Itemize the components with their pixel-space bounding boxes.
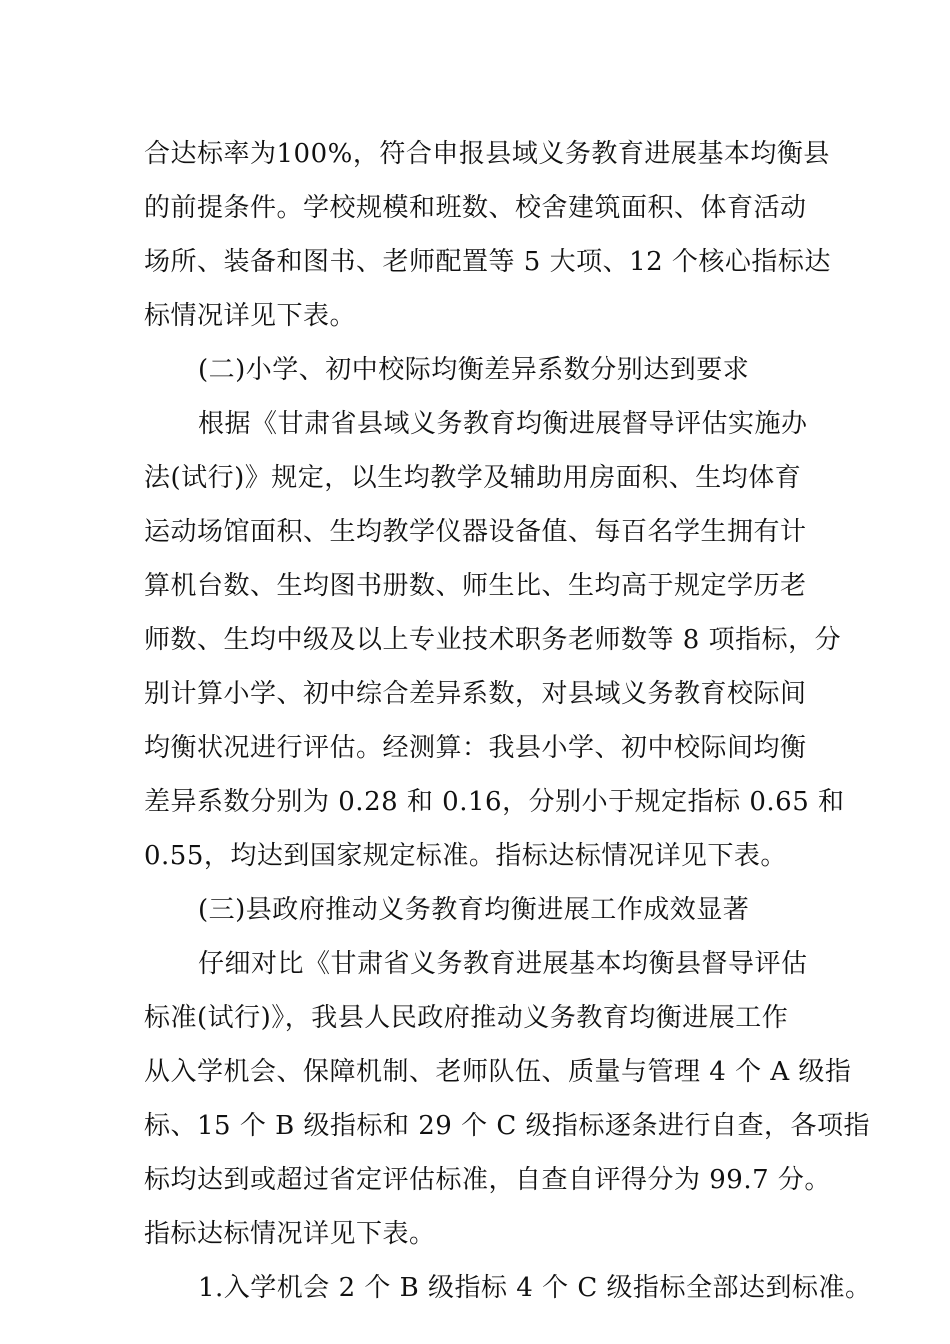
paragraph-line: 标、15 个 B 级指标和 29 个 C 级指标逐条进行自查，各项指 bbox=[144, 1111, 871, 1141]
paragraph-line: 法(试行)》规定，以生均教学及辅助用房面积、生均体育 bbox=[144, 463, 802, 493]
paragraph-line: 标准(试行)》，我县人民政府推动义务教育均衡进展工作 bbox=[144, 1003, 789, 1033]
paragraph-line: 师数、生均中级及以上专业技术职务老师数等 8 项指标，分 bbox=[144, 625, 842, 655]
list-item-enrollment: 1.入学机会 2 个 B 级指标 4 个 C 级指标全部达到标准。 bbox=[198, 1273, 872, 1303]
paragraph-line: 标情况详见下表。 bbox=[144, 301, 357, 331]
paragraph-line: 差异系数分别为 0.28 和 0.16，分别小于规定指标 0.65 和 bbox=[144, 787, 845, 817]
paragraph-line: 0.55，均达到国家规定标准。指标达标情况详见下表。 bbox=[144, 841, 787, 871]
paragraph-line: 运动场馆面积、生均教学仪器设备值、每百名学生拥有计 bbox=[144, 517, 807, 547]
paragraph-line: 场所、装备和图书、老师配置等 5 大项、12 个核心指标达 bbox=[144, 247, 831, 277]
paragraph-line: 算机台数、生均图书册数、师生比、生均高于规定学历老 bbox=[144, 571, 807, 601]
paragraph-line: 从入学机会、保障机制、老师队伍、质量与管理 4 个 A 级指 bbox=[144, 1057, 852, 1087]
paragraph-line: 根据《甘肃省县域义务教育均衡进展督导评估实施办 bbox=[198, 409, 808, 439]
section-heading-three: (三)县政府推动义务教育均衡进展工作成效显著 bbox=[198, 895, 750, 925]
section-heading-two: (二)小学、初中校际均衡差异系数分别达到要求 bbox=[198, 355, 750, 385]
paragraph-line: 仔细对比《甘肃省义务教育进展基本均衡县督导评估 bbox=[198, 949, 808, 979]
paragraph-line: 的前提条件。学校规模和班数、校舍建筑面积、体育活动 bbox=[144, 193, 807, 223]
paragraph-line: 合达标率为100%，符合申报县域义务教育进展基本均衡县 bbox=[144, 139, 830, 169]
paragraph-line: 均衡状况进行评估。经测算：我县小学、初中校际间均衡 bbox=[144, 733, 807, 763]
paragraph-line: 别计算小学、初中综合差异系数，对县域义务教育校际间 bbox=[144, 679, 807, 709]
paragraph-line: 指标达标情况详见下表。 bbox=[144, 1219, 436, 1249]
document-body bbox=[144, 127, 872, 1315]
paragraph-line: 标均达到或超过省定评估标准，自查自评得分为 99.7 分。 bbox=[144, 1165, 831, 1195]
